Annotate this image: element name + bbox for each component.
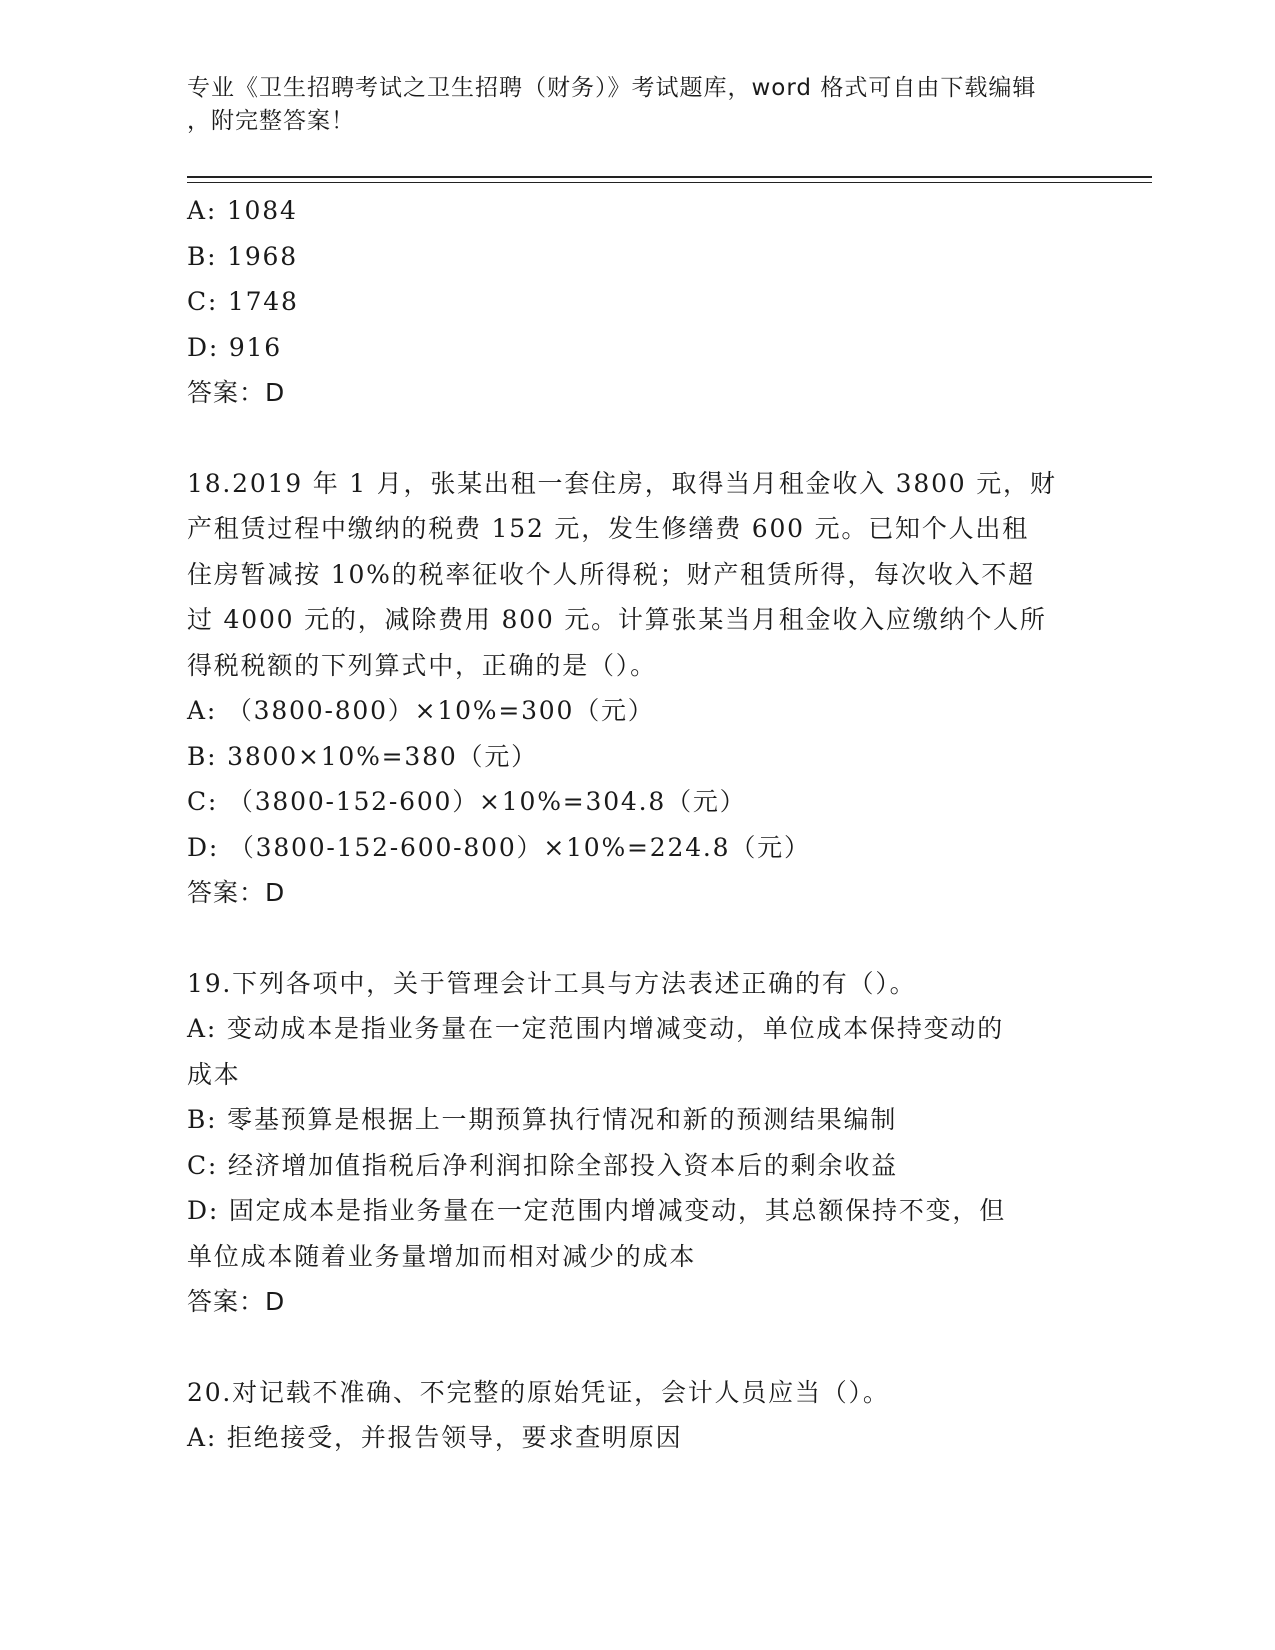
question-stem-line: 住房暂减按 10%的税率征收个人所得税；财产租赁所得，每次收入不超 — [187, 559, 1035, 589]
question-content — [187, 188, 1087, 1461]
option-b: B: 零基预算是根据上一期预算执行情况和新的预测结果编制 — [187, 1105, 898, 1134]
header-title-line1: 专业《卫生招聘考试之卫生招聘（财务）》考试题库，word 格式可自由下载编辑 — [187, 75, 1037, 101]
option-d-line2: 单位成本随着业务量增加而相对减少的成本 — [187, 1241, 697, 1271]
question-stem: 19.下列各项中，关于管理会计工具与方法表述正确的有（）。 — [187, 968, 917, 998]
option-b: B: 1968 — [187, 241, 298, 271]
option-a: A: （3800-800）×10%=300（元） — [187, 696, 655, 725]
answer: 答案：D — [187, 878, 286, 907]
header-title-line2: ，附完整答案！ — [187, 108, 355, 134]
option-c: C: 经济增加值指税后净利润扣除全部投入资本后的剩余收益 — [187, 1150, 898, 1180]
answer: 答案：D — [187, 378, 286, 407]
option-a-line2: 成本 — [187, 1059, 241, 1089]
question-stem-line: 过 4000 元的，减除费用 800 元。计算张某当月租金收入应缴纳个人所 — [187, 605, 1047, 634]
question-17-continued — [187, 188, 1087, 416]
option-a: A: 拒绝接受，并报告领导，要求查明原因 — [187, 1423, 683, 1452]
option-d: D: 916 — [187, 332, 282, 362]
option-d-line1: D: 固定成本是指业务量在一定范围内增减变动，其总额保持不变，但 — [187, 1196, 1007, 1225]
option-a: A: 1084 — [187, 196, 298, 225]
question-stem-line: 18.2019 年 1 月，张某出租一套住房，取得当月租金收入 3800 元，财 — [187, 468, 1057, 498]
question-stem: 20.对记载不准确、不完整的原始凭证，会计人员应当（）。 — [187, 1377, 890, 1407]
option-d: D: （3800-152-600-800）×10%=224.8（元） — [187, 832, 811, 862]
header-rule-thin — [187, 182, 1152, 183]
question-18 — [187, 461, 1087, 916]
question-stem-line: 得税税额的下列算式中，正确的是（）。 — [187, 650, 657, 680]
document-header — [187, 72, 1067, 138]
question-19 — [187, 961, 1087, 1325]
option-c: C: 1748 — [187, 287, 299, 316]
header-rule-thick — [187, 176, 1152, 178]
question-stem-line: 产租赁过程中缴纳的税费 152 元，发生修缮费 600 元。已知个人出租 — [187, 514, 1030, 543]
option-b: B: 3800×10%=380（元） — [187, 741, 538, 771]
question-20 — [187, 1370, 1087, 1461]
answer: 答案：D — [187, 1287, 286, 1316]
option-c: C: （3800-152-600）×10%=304.8（元） — [187, 787, 747, 816]
option-a-line1: A: 变动成本是指业务量在一定范围内增减变动，单位成本保持变动的 — [187, 1014, 1005, 1043]
